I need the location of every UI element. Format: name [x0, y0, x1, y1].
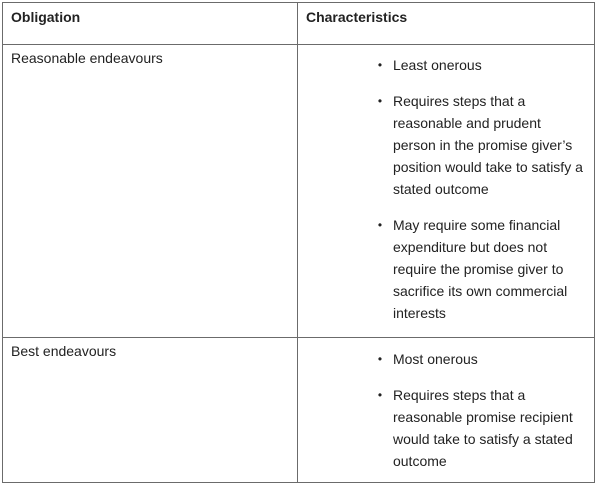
- obligation-cell: Reasonable endeavours: [3, 45, 298, 338]
- table-header-row: [3, 3, 595, 45]
- bullet-icon: •: [377, 218, 383, 232]
- characteristic-text: May require some financial expenditure but does not require the promise giver to sacrifice its own commercial interests: [392, 217, 568, 321]
- characteristic-text: Least onerous: [392, 57, 482, 73]
- characteristic-item: [298, 384, 586, 472]
- bullet-icon: •: [377, 94, 383, 108]
- characteristic-item: [298, 90, 586, 200]
- characteristics-cell: [297, 338, 594, 483]
- characteristic-item: [298, 54, 586, 76]
- bullet-icon: •: [377, 352, 383, 366]
- characteristics-list: [298, 338, 586, 482]
- obligation-cell: Best endeavours: [3, 338, 298, 483]
- characteristic-text: Requires steps that a reasonable and prudent person in the promise giver’s position would take to satisfy a stated outcome: [392, 93, 583, 197]
- characteristic-text: Requires steps that a reasonable promise recipient would take to satisfy a stated outcome: [392, 387, 573, 469]
- characteristic-text: Most onerous: [392, 351, 478, 367]
- table-row: [3, 338, 595, 483]
- characteristics-cell: [297, 45, 594, 338]
- bullet-icon: •: [377, 58, 383, 72]
- characteristic-item: [298, 348, 586, 370]
- header-obligation: Obligation: [3, 3, 298, 45]
- table-row: [3, 45, 595, 338]
- characteristic-item: [298, 214, 586, 324]
- bullet-icon: •: [377, 388, 383, 402]
- header-characteristics: Characteristics: [297, 3, 594, 45]
- characteristics-list: [298, 45, 586, 334]
- obligations-table: [2, 2, 595, 483]
